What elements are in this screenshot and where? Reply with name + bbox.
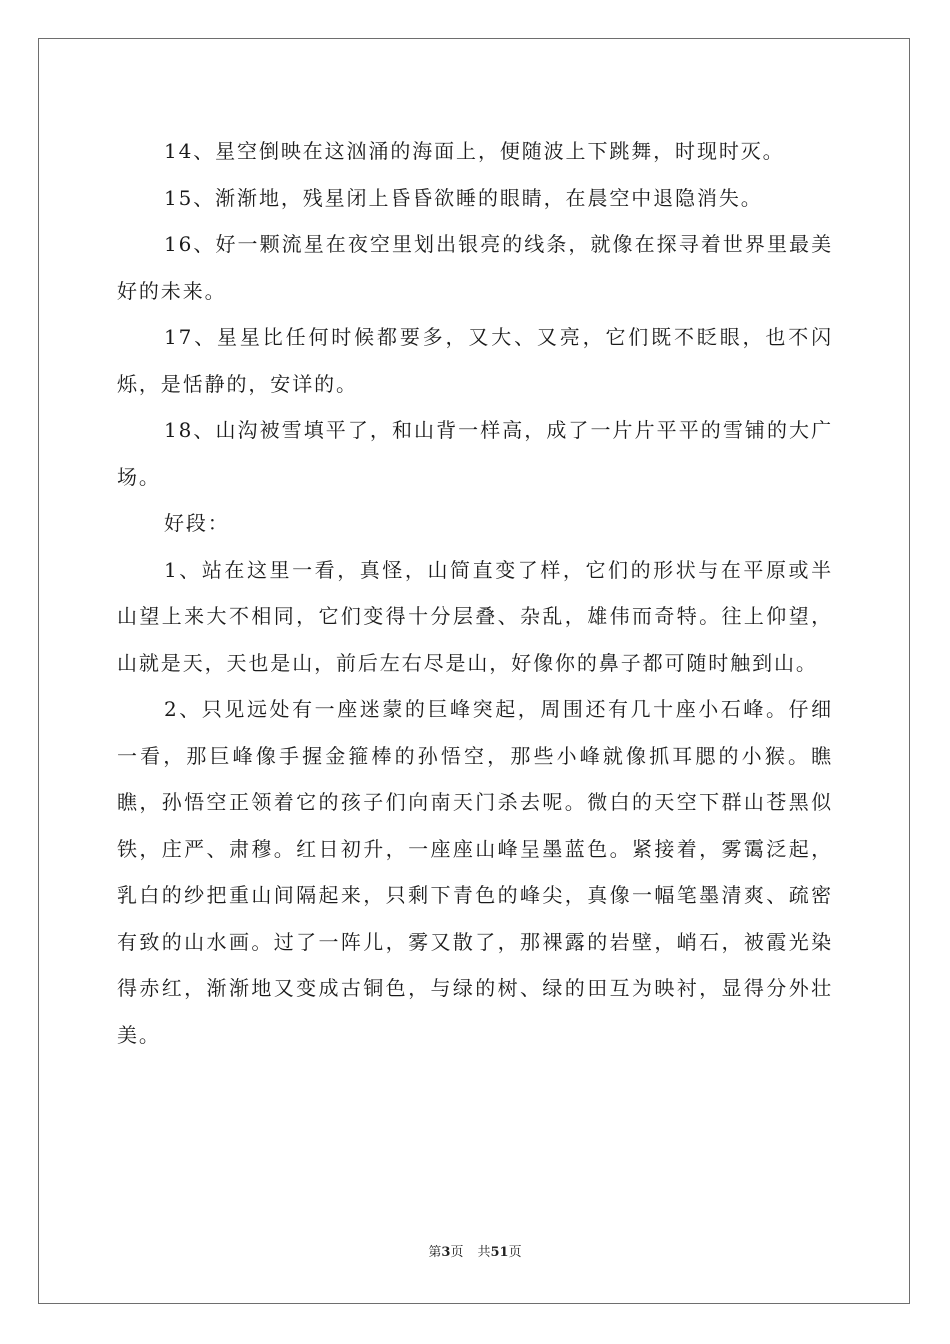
total-pages: 51 <box>490 1245 509 1260</box>
document-body <box>117 128 833 1058</box>
passage-2: 2、只见远处有一座迷蒙的巨峰突起，周围还有几十座小石峰。仔细一看，那巨峰像手握金箍棒的孙悟空，那些小峰就像抓耳腮的小猴。瞧瞧，孙悟空正领着它的孩子们向南天门杀去呢。微白的天空下群山苍黑似铁，庄严、肃穆。红日初升，一座座山峰呈墨蓝色。紧接着，雾霭泛起，乳白的纱把重山间隔起来，只剩下青色的峰尖，真像一幅笔墨清爽、疏密有致的山水画。过了一阵儿，雾又散了，那裸露的岩壁，峭石，被霞光染得赤红，渐渐地又变成古铜色，与绿的树、绿的田互为映衬，显得分外壮美。 <box>117 697 833 1047</box>
paragraph-15: 15、渐渐地，残星闭上昏昏欲睡的眼睛，在晨空中退隐消失。 <box>164 185 763 210</box>
paragraph-14: 14、星空倒映在这汹涌的海面上，便随波上下跳舞，时现时灭。 <box>164 139 785 163</box>
page-prefix: 第 <box>428 1245 442 1260</box>
paragraph-17: 17、星星比任何时候都要多，又大、又亮，它们既不眨眼，也不闪烁，是恬静的，安详的。 <box>117 325 833 396</box>
total-suffix: 页 <box>508 1245 522 1260</box>
total-prefix: 共 <box>477 1245 491 1260</box>
page-number: 3 <box>441 1245 451 1260</box>
paragraph-18: 18、山沟被雪填平了，和山背一样高，成了一片片平平的雪铺的大广场。 <box>117 418 833 489</box>
paragraph-16: 16、好一颗流星在夜空里划出银亮的线条，就像在探寻着世界里最美好的未来。 <box>117 232 833 303</box>
page-suffix: 页 <box>450 1245 464 1260</box>
page-footer <box>0 1244 950 1262</box>
section-heading-good-passages: 好段： <box>164 511 230 535</box>
passage-1: 1、站在这里一看，真怪，山简直变了样，它们的形状与在平原或半山望上来大不相同，它们变得十分层叠、杂乱，雄伟而奇特。往上仰望，山就是天，天也是山，前后左右尽是山，好像你的鼻子都可随时触到山。 <box>117 557 833 675</box>
